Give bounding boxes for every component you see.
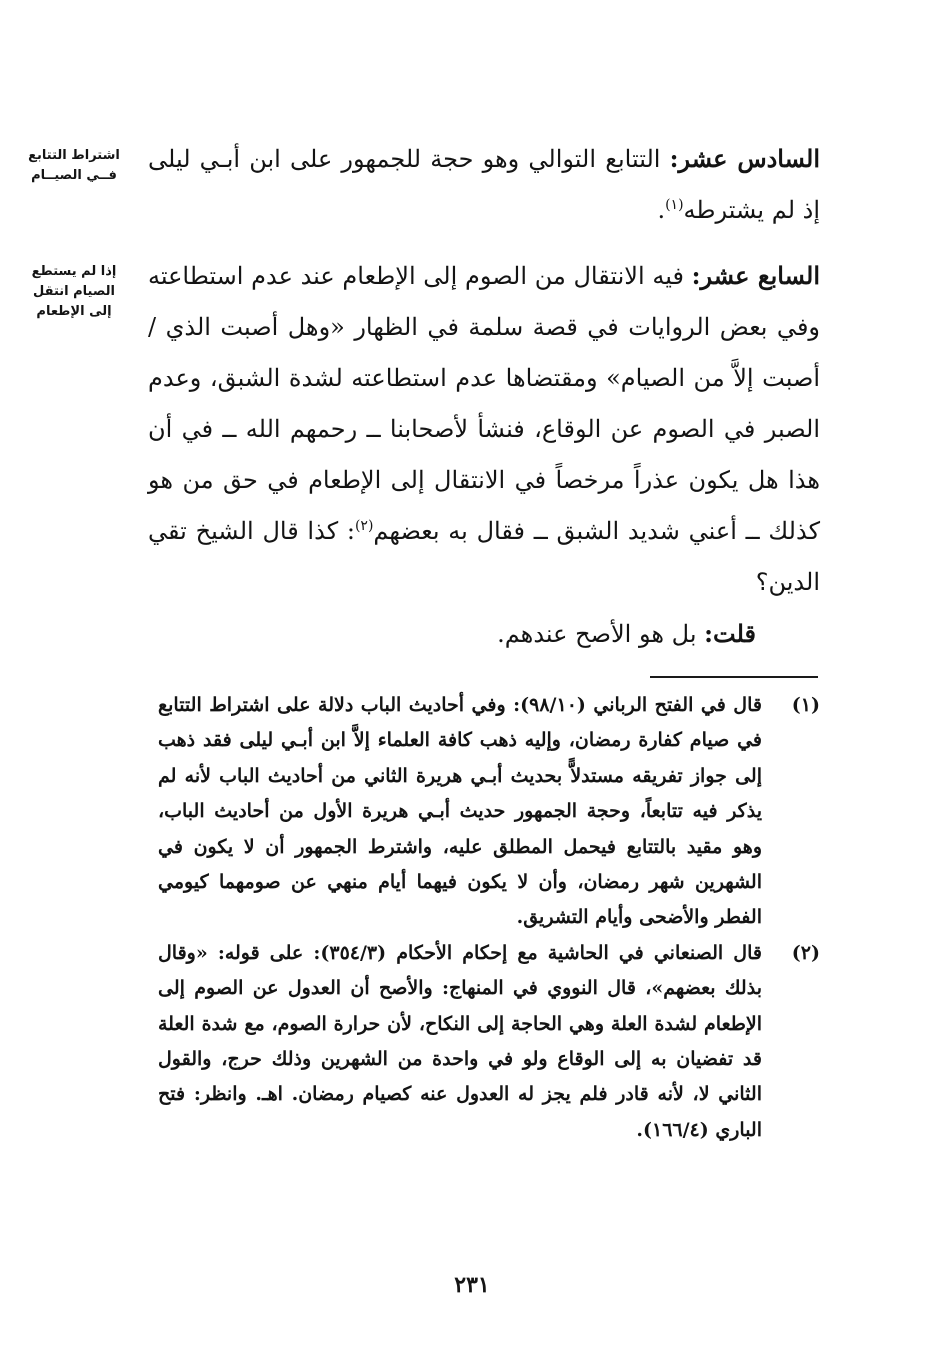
paragraph-lead: قلت: bbox=[704, 619, 756, 648]
paragraph-body: التتابع التوالي وهو حجة للجمهور على ابن أبـي ليلى إذ لم يشترطه bbox=[148, 145, 820, 224]
footnote-number: (٢) bbox=[791, 941, 820, 964]
footnote-ref: (١) bbox=[665, 197, 684, 213]
paragraph-lead: السابع عشر: bbox=[691, 261, 821, 290]
footnote-divider bbox=[650, 676, 818, 678]
main-text bbox=[148, 133, 820, 660]
paragraph-body: فيه الانتقال من الصوم إلى الإطعام عند عدم استطاعته وفي بعض الروايات في قصة سلمة في الظهار «وهل أصبت الذي / أصبت إلاَّ من الصيام» ومقتضاها عدم استطاعته لشدة الشبق، وعدم الصبر في الصوم عن الوقاع، فنشأ لأصحابنا ــ رحمهم الله ــ في أن هذا هل يكون عذراً مرخصاً في الانتقال إلى الإطعام في حق من هو كذلك ــ أعني شديد الشبق ــ فقال به بعضهم bbox=[148, 262, 820, 545]
margin-note-feeding bbox=[20, 262, 128, 322]
paragraph-sixteenth bbox=[148, 133, 820, 236]
margin-note-continuity bbox=[20, 146, 128, 186]
footnotes bbox=[158, 688, 820, 1148]
paragraph-lead: السادس عشر: bbox=[669, 144, 821, 173]
footnote bbox=[158, 936, 820, 1148]
paragraph-end: . bbox=[657, 196, 666, 224]
footnote-text: قال الصنعاني في الحاشية مع إحكام الأحكام (٣٥٤/٣): على قوله: «وقال بذلك بعضهم»، قال النووي في المنهاج: والأصح أن العدول عن الصوم إلى الإطعام لشدة العلة وهي الحاجة إلى النكاح، لأن حرارة الصوم، مع شدة العلة قد تفضيان به إلى الوقاع ولو في واحدة من الشهرين وذلك حرج، والقول الثاني لا، لأنه قادر فلم يجز له العدول عنه كصيام رمضان. اهـ. وانظر: فتح الباري (١٦٦/٤). bbox=[158, 941, 762, 1141]
paragraph-body: بل هو الأصح عندهم. bbox=[497, 620, 705, 648]
margin-note-line: الصيام انتقل bbox=[33, 284, 115, 299]
footnote-ref: (٢) bbox=[354, 518, 374, 534]
paragraph-seventeenth bbox=[148, 250, 820, 608]
margin-note-line: اشتراط التتابع bbox=[28, 148, 120, 163]
margin-note-line: إذا لم يستطع bbox=[31, 264, 117, 279]
footnote bbox=[158, 688, 820, 936]
footnote-number: (١) bbox=[791, 694, 820, 716]
footnote-text: قال في الفتح الرباني (٩٨/١٠): وفي أحاديث الباب دلالة على اشتراط التتابع في صيام كفارة رمضان، وإليه ذهب كافة العلماء إلاَّ ابن أبـي ليلى فقد ذهب إلى جواز تفريقه مستدلاًّ بحديث أبـي هريرة الثاني من أحاديث الباب لأنه لم يذكر فيه تتابعاً، وحجة الجمهور حديث أبـي هريرة الأول من أحاديث الباب، وهو مقيد بالتتابع فيحمل المطلق عليه، واشترط الجمهور أن لا يكون في الشهرين شهر رمضان، وأن لا يكون فيهما أيام منهي عن صومهما كيومي الفطر والأضحى وأيام التشريق. bbox=[158, 694, 762, 929]
paragraph-body-end: : كذا قال الشيخ تقي الدين؟ bbox=[148, 517, 820, 596]
page-number: ٢٣١ bbox=[454, 1272, 490, 1298]
margin-note-line: إلى الإطعام bbox=[36, 304, 112, 319]
paragraph-conclusion bbox=[148, 608, 820, 660]
margin-note-line: فــي الصيــام bbox=[31, 168, 117, 183]
